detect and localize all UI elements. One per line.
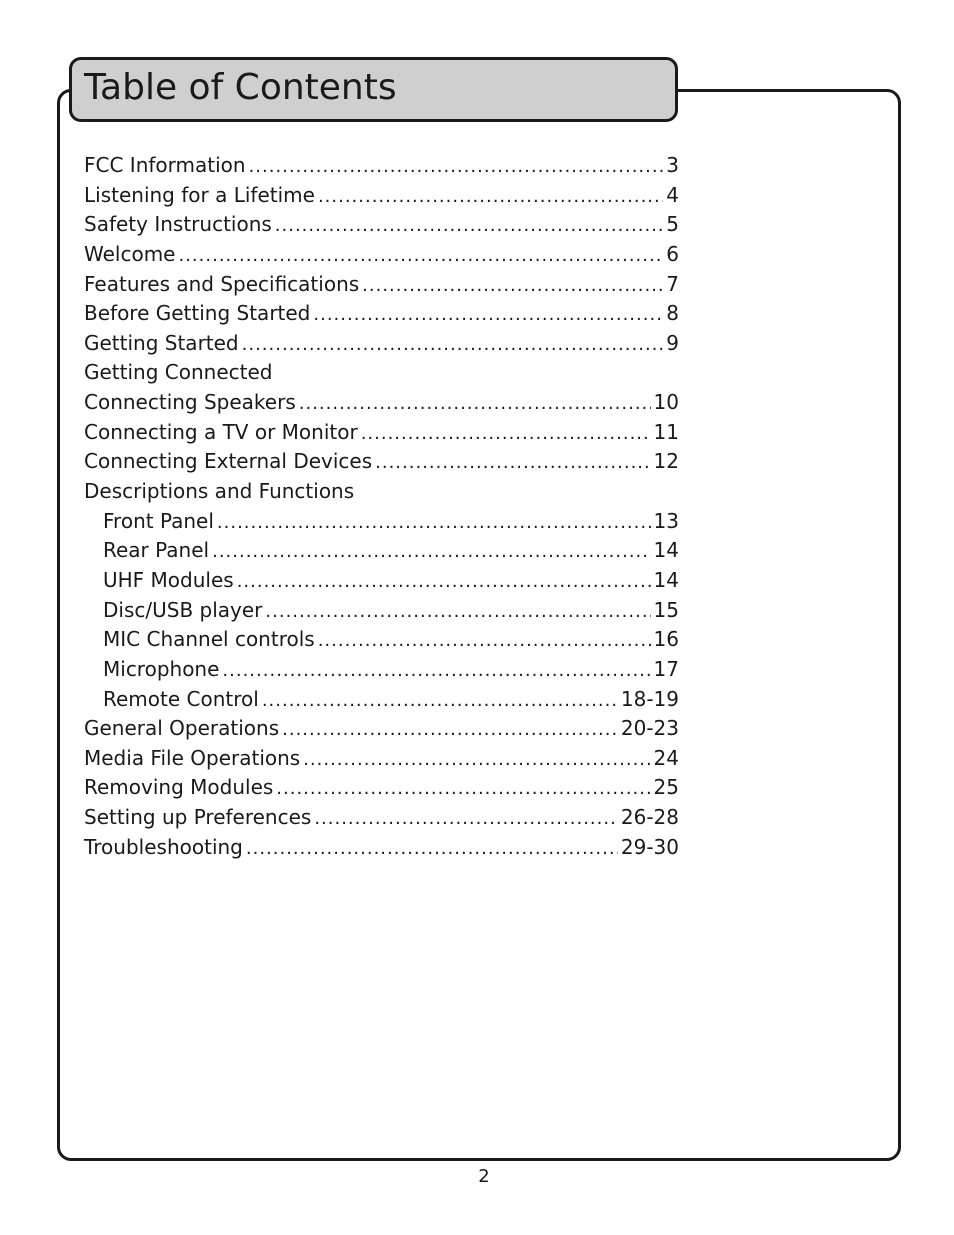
toc-entry-label: Troubleshooting <box>84 834 243 859</box>
toc-entry-page: 12 <box>653 449 679 474</box>
toc-dot-leader <box>242 330 664 360</box>
toc-entry-label: General Operations <box>84 716 280 741</box>
toc-entry[interactable] <box>84 655 679 685</box>
toc-dot-leader <box>299 389 651 419</box>
toc-entry[interactable] <box>84 210 679 240</box>
toc-entry-label: Front Panel <box>103 508 214 533</box>
toc-entry-label: Connecting External Devices <box>84 449 373 474</box>
toc-entry-page: 11 <box>653 419 679 444</box>
toc-entry[interactable] <box>84 744 679 774</box>
toc-dot-leader <box>246 834 618 864</box>
toc-entry[interactable] <box>84 685 679 715</box>
toc-dot-leader <box>314 804 618 834</box>
toc-entry-page: 14 <box>653 567 679 592</box>
toc-entry-label: Descriptions and Functions <box>84 479 355 504</box>
toc-entry-label: Connecting a TV or Monitor <box>84 419 358 444</box>
toc-dot-leader <box>318 182 663 212</box>
toc-dot-leader <box>222 656 650 686</box>
toc-entry-page: 20-23 <box>620 716 679 741</box>
toc-entry-label: Setting up Preferences <box>84 805 312 830</box>
toc-entry[interactable] <box>84 566 679 596</box>
toc-entry-page: 14 <box>653 538 679 563</box>
toc-dot-leader <box>237 567 651 597</box>
toc-entry[interactable] <box>84 507 679 537</box>
toc-entry-page: 5 <box>666 212 679 237</box>
toc-entry-label: Removing Modules <box>84 775 274 800</box>
toc-entry-label: FCC Information <box>84 153 246 177</box>
toc-entry[interactable] <box>84 625 679 655</box>
toc-entry[interactable] <box>84 833 679 863</box>
toc-section-heading <box>84 477 679 507</box>
toc-entry-page: 16 <box>653 627 679 652</box>
toc-entry-label: Listening for a Lifetime <box>84 182 315 207</box>
toc-entry-label: Welcome <box>84 241 176 266</box>
toc-dot-leader <box>375 448 650 478</box>
toc-entry-page: 13 <box>653 508 679 533</box>
toc-dot-leader <box>282 715 618 745</box>
toc-entry-label: Connecting Speakers <box>84 390 296 415</box>
toc-entry-label: Disc/USB player <box>103 597 263 622</box>
toc-entry-page: 9 <box>666 330 679 355</box>
toc-dot-leader <box>318 626 651 656</box>
toc-entry-page: 26-28 <box>620 805 679 830</box>
title-tab <box>69 57 678 122</box>
toc-entry[interactable] <box>84 240 679 270</box>
toc-section-heading <box>84 358 679 388</box>
page-title: Table of Contents <box>84 67 397 108</box>
toc-entry-label: Features and Specifications <box>84 271 360 296</box>
toc-entry-page: 29-30 <box>620 834 679 859</box>
toc-dot-leader <box>303 745 650 775</box>
page-number: 2 <box>478 1166 490 1187</box>
toc-entry-label: Getting Connected <box>84 360 273 385</box>
toc-entry[interactable] <box>84 181 679 211</box>
toc-entry[interactable] <box>84 773 679 803</box>
toc-dot-leader <box>217 508 651 538</box>
toc-entry[interactable] <box>84 329 679 359</box>
toc-entry[interactable] <box>84 596 679 626</box>
toc-dot-leader <box>362 271 663 301</box>
toc-entry[interactable] <box>84 803 679 833</box>
toc-entry[interactable] <box>84 388 679 418</box>
toc-entry-label: Safety Instructions <box>84 212 272 237</box>
toc-entry-page: 24 <box>653 745 679 770</box>
toc-entry-page: 8 <box>666 301 679 326</box>
toc-entry-page: 4 <box>666 182 679 207</box>
toc-dot-leader <box>262 686 618 716</box>
toc-dot-leader <box>313 300 663 330</box>
toc-entry[interactable] <box>84 536 679 566</box>
toc-dot-leader <box>275 211 663 241</box>
toc-entry-label: Remote Control <box>103 686 259 711</box>
toc-dot-leader <box>249 152 664 182</box>
toc-entry-page: 15 <box>653 597 679 622</box>
toc-entry-label: Microphone <box>103 656 220 681</box>
toc-entry[interactable] <box>84 299 679 329</box>
table-of-contents <box>84 151 679 862</box>
toc-entry[interactable] <box>84 714 679 744</box>
toc-entry-page: 6 <box>666 241 679 266</box>
toc-entry-page: 3 <box>666 153 679 177</box>
toc-entry-page: 10 <box>653 390 679 415</box>
toc-dot-leader <box>361 419 651 449</box>
toc-entry[interactable] <box>84 447 679 477</box>
toc-entry-page: 18-19 <box>620 686 679 711</box>
toc-entry-label: MIC Channel controls <box>103 627 315 652</box>
toc-entry-label: UHF Modules <box>103 567 234 592</box>
toc-entry-label: Media File Operations <box>84 745 301 770</box>
toc-dot-leader <box>276 774 650 804</box>
toc-dot-leader <box>178 241 663 271</box>
toc-entry[interactable] <box>84 418 679 448</box>
toc-entry-page: 25 <box>653 775 679 800</box>
toc-entry-page: 7 <box>666 271 679 296</box>
toc-entry-label: Rear Panel <box>103 538 210 563</box>
toc-entry-label: Getting Started <box>84 330 239 355</box>
toc-entry-label: Before Getting Started <box>84 301 311 326</box>
toc-entry[interactable] <box>84 270 679 300</box>
toc-dot-leader <box>265 597 650 627</box>
toc-entry[interactable] <box>84 151 679 181</box>
toc-entry-page: 17 <box>653 656 679 681</box>
toc-dot-leader <box>212 537 650 567</box>
